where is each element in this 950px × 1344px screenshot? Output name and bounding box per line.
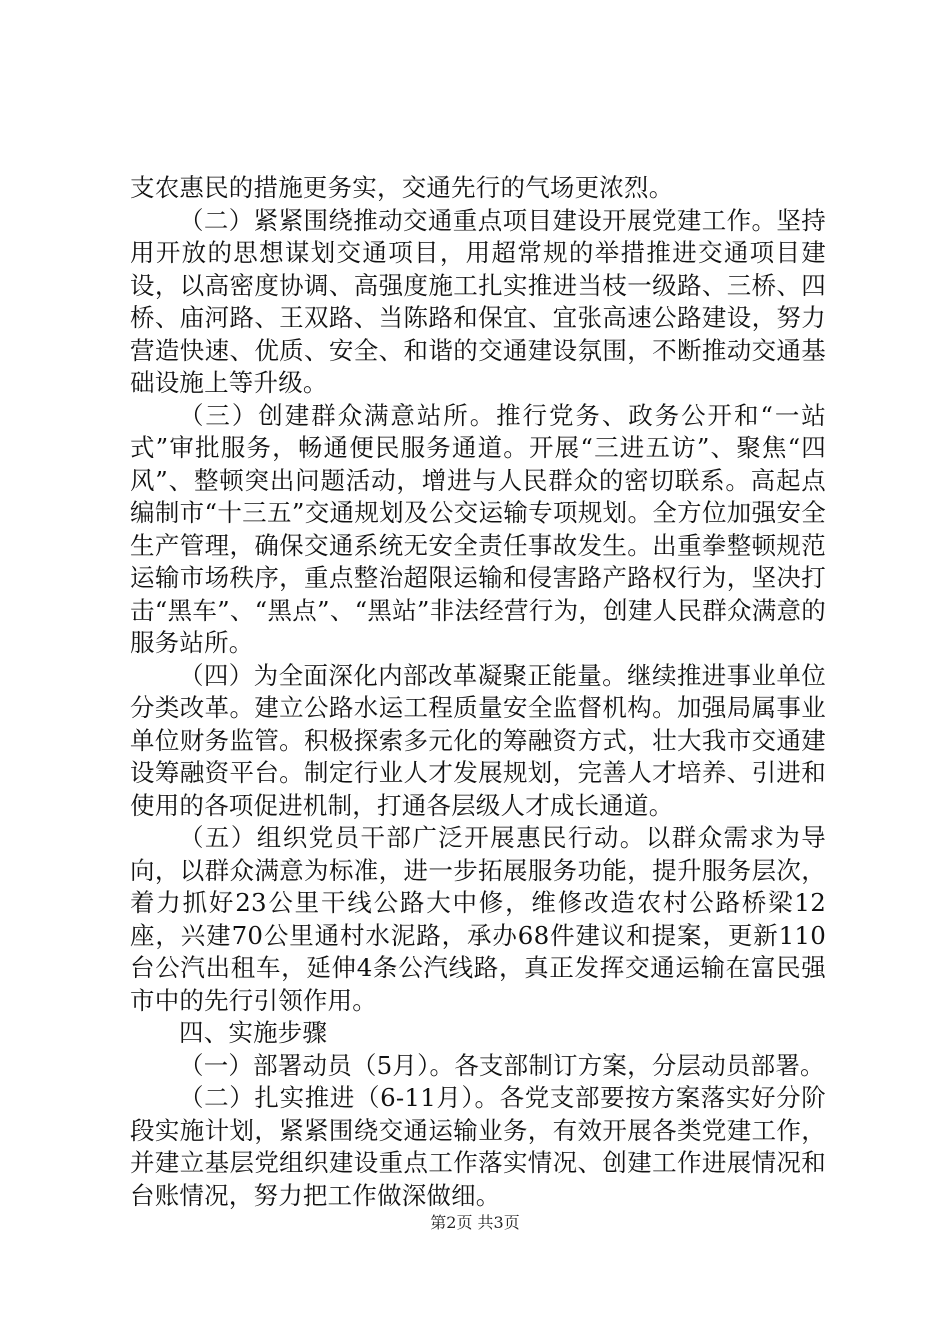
paragraph-step-2: （二）扎实推进（6-11月）。各党支部要按方案落实好分阶段实施计划，紧紧围绕交通运输业务，有效开展各类党建工作，并建立基层党组织建设重点工作落实情况、创建工作进展情况和台账情况，努力把工作做深做细。: [130, 1083, 826, 1210]
heading-implementation-steps: 四、实施步骤: [179, 1018, 328, 1047]
page-footer: 第2页 共3页: [430, 1213, 520, 1232]
paragraph-section-4: （四）为全面深化内部改革凝聚正能量。继续推进事业单位分类改革。建立公路水运工程质量安全监督机构。加强局属事业单位财务监管。积极探索多元化的筹融资方式，壮大我市交通建设筹融资平台。制定行业人才发展规划，完善人才培养、引进和使用的各项促进机制，打通各层级人才成长通道。: [130, 660, 826, 820]
paragraph-section-3: （三）创建群众满意站所。推行党务、政务公开和“一站式”审批服务，畅通便民服务通道。开展“三进五访”、聚焦“四风”、整顿突出问题活动，增进与人民群众的密切联系。高起点编制市“十三五”交通规划及公交运输专项规划。全方位加强安全生产管理，确保交通系统无安全责任事故发生。出重拳整顿规范运输市场秩序，重点整治超限运输和侵害路产路权行为，坚决打击“黑车”、“黑点”、“黑站”非法经营行为，创建人民群众满意的服务站所。: [130, 400, 826, 657]
document-body: [130, 172, 826, 1212]
paragraph-step-1: （一）部署动员（5月）。各支部制订方案，分层动员部署。: [179, 1050, 825, 1080]
paragraph-continuation: 支农惠民的措施更务实，交通先行的气场更浓烈。: [130, 173, 674, 202]
paragraph-section-5: （五）组织党员干部广泛开展惠民行动。以群众需求为导向，以群众满意为标准，进一步拓展服务功能，提升服务层次，着力抓好23公里干线公路大中修，维修改造农村公路桥梁12座，兴建70公里通村水泥路，承办68件建议和提案，更新110台公汽出租车，延伸4条公汽线路，真正发挥交通运输在富民强市中的先行引领作用。: [130, 823, 826, 1015]
paragraph-section-2: （二）紧紧围绕推动交通重点项目建设开展党建工作。坚持用开放的思想谋划交通项目，用超常规的举措推进交通项目建设，以高密度协调、高强度施工扎实推进当枝一级路、三桥、四桥、庙河路、王双路、当陈路和保宜、宜张高速公路建设，努力营造快速、优质、安全、和谐的交通建设氛围，不断推动交通基础设施上等升级。: [130, 205, 826, 397]
